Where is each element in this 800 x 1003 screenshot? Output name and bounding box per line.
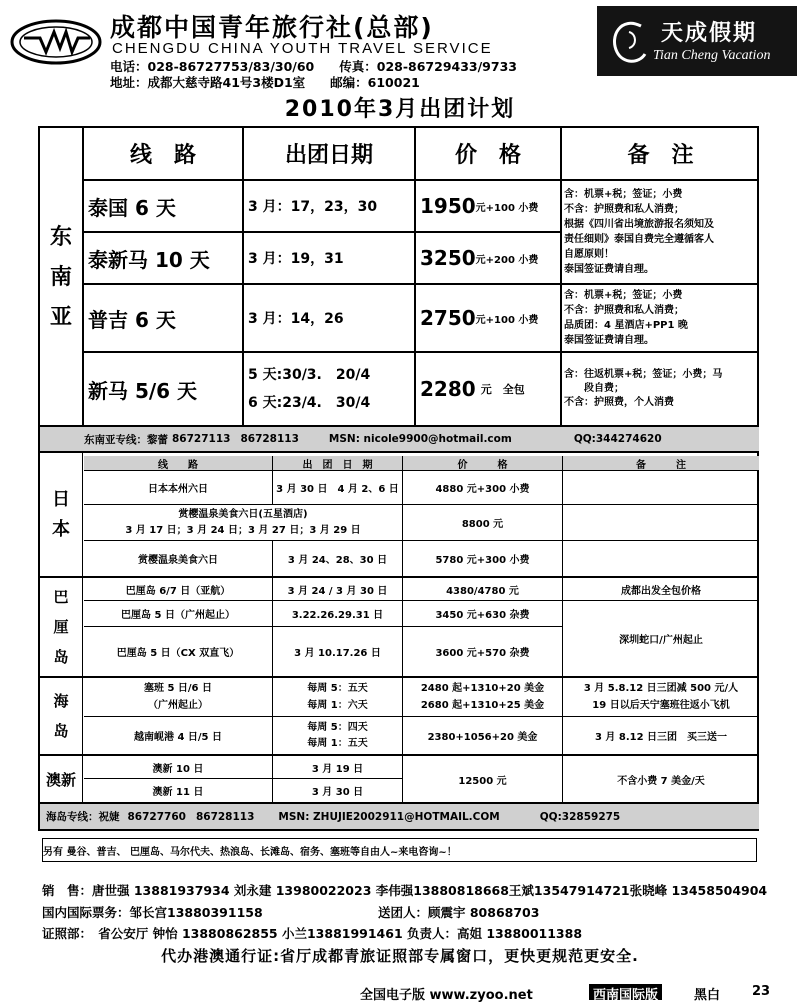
island-route-danang: 越南岘港 4 日/5 日 <box>133 732 222 743</box>
island-note-saipan: 3 月 5.8.12 日三团减 500 元/人 19 日以后天宁塞班往返小飞机 <box>583 683 739 711</box>
footer-section: 西南国际版 <box>589 984 662 1000</box>
japan-header-price: 价 格 <box>457 459 508 470</box>
sales-staff: 销 售：唐世强 13881937934 刘永建 13980022023 李伟强13880818668王斌13547914721张晓峰 13458504904 <box>42 883 768 898</box>
footer-page-number: 23 <box>752 984 771 999</box>
sea-price-thailand: 1950 元+100 小费 <box>420 194 539 218</box>
sea-contact-bar <box>84 427 759 451</box>
company-name-en: CHENGDU CHINA YOUTH TRAVEL SERVICE <box>112 40 493 57</box>
japan-route-sakura: 赏樱温泉美食六日 <box>138 555 218 566</box>
aus-note: 不含小费 7 美金/天 <box>617 775 705 787</box>
sea-route-thailand: 泰国 6 天 <box>88 195 176 220</box>
aus-route-10: 澳新 10 日 <box>152 763 204 775</box>
sea-notes-sg-my: 含：往返机票+税；签证；小费；马 段自费； 不含：护照费，个人消费 <box>564 369 723 408</box>
sea-dates-thailand: 3 月：17，23，30 <box>248 199 378 215</box>
aus-dates-10: 3 月 19 日 <box>311 763 364 775</box>
contact-line: 电话：028-86727753/83/30/60 传真：028-86729433/9733 <box>110 59 517 74</box>
free-travel-note: 另有 曼谷、普吉、 巴厘岛、马尔代夫、热浪岛、长滩岛、宿务、塞班等自由人~来电咨询~！ <box>42 838 757 862</box>
island-note-danang: 3 月 8.12 日三团 买三送一 <box>594 732 728 743</box>
bali-dates-airasia: 3 月 24 / 3 月 30 日 <box>287 585 388 597</box>
japan-header-route: 线 路 <box>158 459 198 470</box>
island-dates-saipan: 每周 5：五天 每周 1：六天 <box>307 683 368 711</box>
sea-price-sg-my: 2280 元 全包 <box>420 377 525 401</box>
sea-header-dates: 出团日期 <box>284 143 373 168</box>
bali-route-cx: 巴厘岛 5 日（CX 双直飞） <box>116 648 240 659</box>
sea-contact-qq: QQ:344274620 <box>573 433 662 445</box>
region-bali: 巴 厘 岛 <box>53 588 69 666</box>
certificate-staff: 证照部： 省公安厅 钟怡 13880862855 小兰13881991461 负责人：高姐 13880011388 <box>42 926 583 941</box>
japan-route-sakura-5star: 赏樱温泉美食六日(五星酒店) 3 月 17 日；3 月 24 日；3 月 27 日；3 月 29 日 <box>84 505 402 540</box>
sea-dates-thai-sg-my: 3 月：19，31 <box>248 251 344 267</box>
bali-price-cx: 3600 元+570 杂费 <box>435 648 530 659</box>
footer-color: 黑白 <box>694 988 721 1003</box>
island-contact-phone1: 86727760 <box>127 810 186 823</box>
japan-header-notes: 备 注 <box>636 459 686 470</box>
bali-route-guangzhou: 巴厘岛 5 日（广州起止） <box>121 610 235 621</box>
island-price-danang: 2380+1056+20 美金 <box>427 732 538 743</box>
island-contact-msn: MSN: ZHUJIE2002911@HOTMAIL.COM <box>278 810 500 823</box>
brand-name-en: Tian Cheng Vacation <box>653 48 771 63</box>
japan-price-honshu: 4880 元+300 小费 <box>435 484 530 495</box>
sea-header-notes: 备 注 <box>627 143 694 168</box>
japan-price-sakura: 5780 元+300 小费 <box>435 555 530 566</box>
address-line: 地址：成都大慈寺路41号3楼D1室 邮编：610021 <box>110 75 420 90</box>
sea-contact-phone1: 86727113 <box>172 433 231 445</box>
island-contact-qq: QQ:32859275 <box>539 810 621 823</box>
sea-contact-phone2: 86728113 <box>240 433 299 445</box>
page-title: 2010年3月出团计划 <box>284 97 516 122</box>
sea-header-route: 线 路 <box>129 143 196 168</box>
footer-edition: 全国电子版 www.zyoo.net <box>360 988 533 1003</box>
sea-notes-phuket: 含：机票+税；签证；小费 不含：护照费和私人消费； 品质团：4 星酒店+PP1 晚 泰国签证费请自理。 <box>564 290 688 346</box>
island-dates-danang: 每周 5：四天 每周 1：五天 <box>307 721 368 749</box>
escort-staff: 送团人：顾震宇 80868703 <box>378 905 540 920</box>
brand-name-cn: 天成假期 <box>661 21 758 46</box>
sea-route-thai-sg-my: 泰新马 10 天 <box>88 247 210 272</box>
japan-route-honshu: 日本本州六日 <box>148 484 208 495</box>
sea-dates-phuket: 3 月：14，26 <box>248 311 344 327</box>
aus-dates-11: 3 月 30 日 <box>311 787 364 798</box>
bali-price-airasia: 4380/4780 元 <box>446 585 519 597</box>
sea-route-sg-my: 新马 5/6 天 <box>88 378 198 403</box>
brand-swirl-icon <box>607 14 651 70</box>
header <box>0 0 800 92</box>
island-contact-bar <box>46 804 759 829</box>
bali-note-airasia: 成都出发全包价格 <box>621 585 701 597</box>
sea-price-thai-sg-my: 3250 元+200 小费 <box>420 246 539 270</box>
island-contact-label: 海岛专线：祝婕 <box>46 811 120 823</box>
page-footer <box>0 984 800 1003</box>
aus-price: 12500 元 <box>458 775 507 787</box>
japan-price-sakura-5star: 8800 元 <box>461 519 504 530</box>
cyts-logo-icon <box>10 18 102 66</box>
japan-dates-sakura: 3 月 24、28、30 日 <box>287 555 388 566</box>
sea-notes-thailand: 含：机票+税；签证；小费 不含：护照费和私人消费； 根据《四川省出境旅游报名须知及 责任细则》泰国自费完全遵循客人 自愿原则！ 泰国签证费请自理。 <box>564 189 714 275</box>
sea-contact-msn: MSN: nicole9900@hotmail.com <box>328 433 512 445</box>
bali-note-shenzhen: 深圳蛇口/广州起止 <box>619 635 703 646</box>
region-aus-nz: 澳新 <box>45 770 76 789</box>
ticketing-staff: 国内国际票务：邹长宫13880391158 <box>42 905 263 920</box>
sea-header-price: 价 格 <box>454 143 521 168</box>
bali-route-airasia: 巴厘岛 6/7 日（亚航） <box>125 585 231 597</box>
sea-price-phuket: 2750 元+100 小费 <box>420 306 539 330</box>
japan-dates-honshu: 3 月 30 日 4 月 2、6 日 <box>276 484 399 495</box>
bali-price-guangzhou: 3450 元+630 杂费 <box>435 610 530 621</box>
aus-route-11: 澳新 11 日 <box>152 787 204 798</box>
sea-route-phuket: 普吉 6 天 <box>88 307 176 332</box>
bali-dates-guangzhou: 3.22.26.29.31 日 <box>291 610 384 621</box>
schedule-table <box>38 126 759 831</box>
region-southeast-asia: 东 南 亚 <box>49 224 72 330</box>
region-japan: 日 本 <box>52 488 70 540</box>
island-price-saipan: 2480 起+1310+20 美金 2680 起+1310+25 美金 <box>420 683 545 711</box>
island-route-saipan: 塞班 5 日/6 日 （广州起止） <box>143 683 212 711</box>
company-name-cn: 成都中国青年旅行社(总部) <box>110 13 434 42</box>
sea-contact-label: 东南亚专线：黎蕾 <box>84 433 168 446</box>
bali-dates-cx: 3 月 10.17.26 日 <box>294 648 381 659</box>
region-island: 海 岛 <box>53 692 69 740</box>
island-contact-phone2: 86728113 <box>195 810 255 823</box>
slogan: 代办港澳通行证:省厅成都青旅证照部专属窗口，更快更规范更安全. <box>161 947 639 965</box>
japan-header-dates: 出 团 日 期 <box>302 459 373 470</box>
brand-block <box>597 6 797 76</box>
sea-dates-sg-my: 5 天:30/3. 20/4 6 天:23/4. 30/4 <box>248 367 371 411</box>
